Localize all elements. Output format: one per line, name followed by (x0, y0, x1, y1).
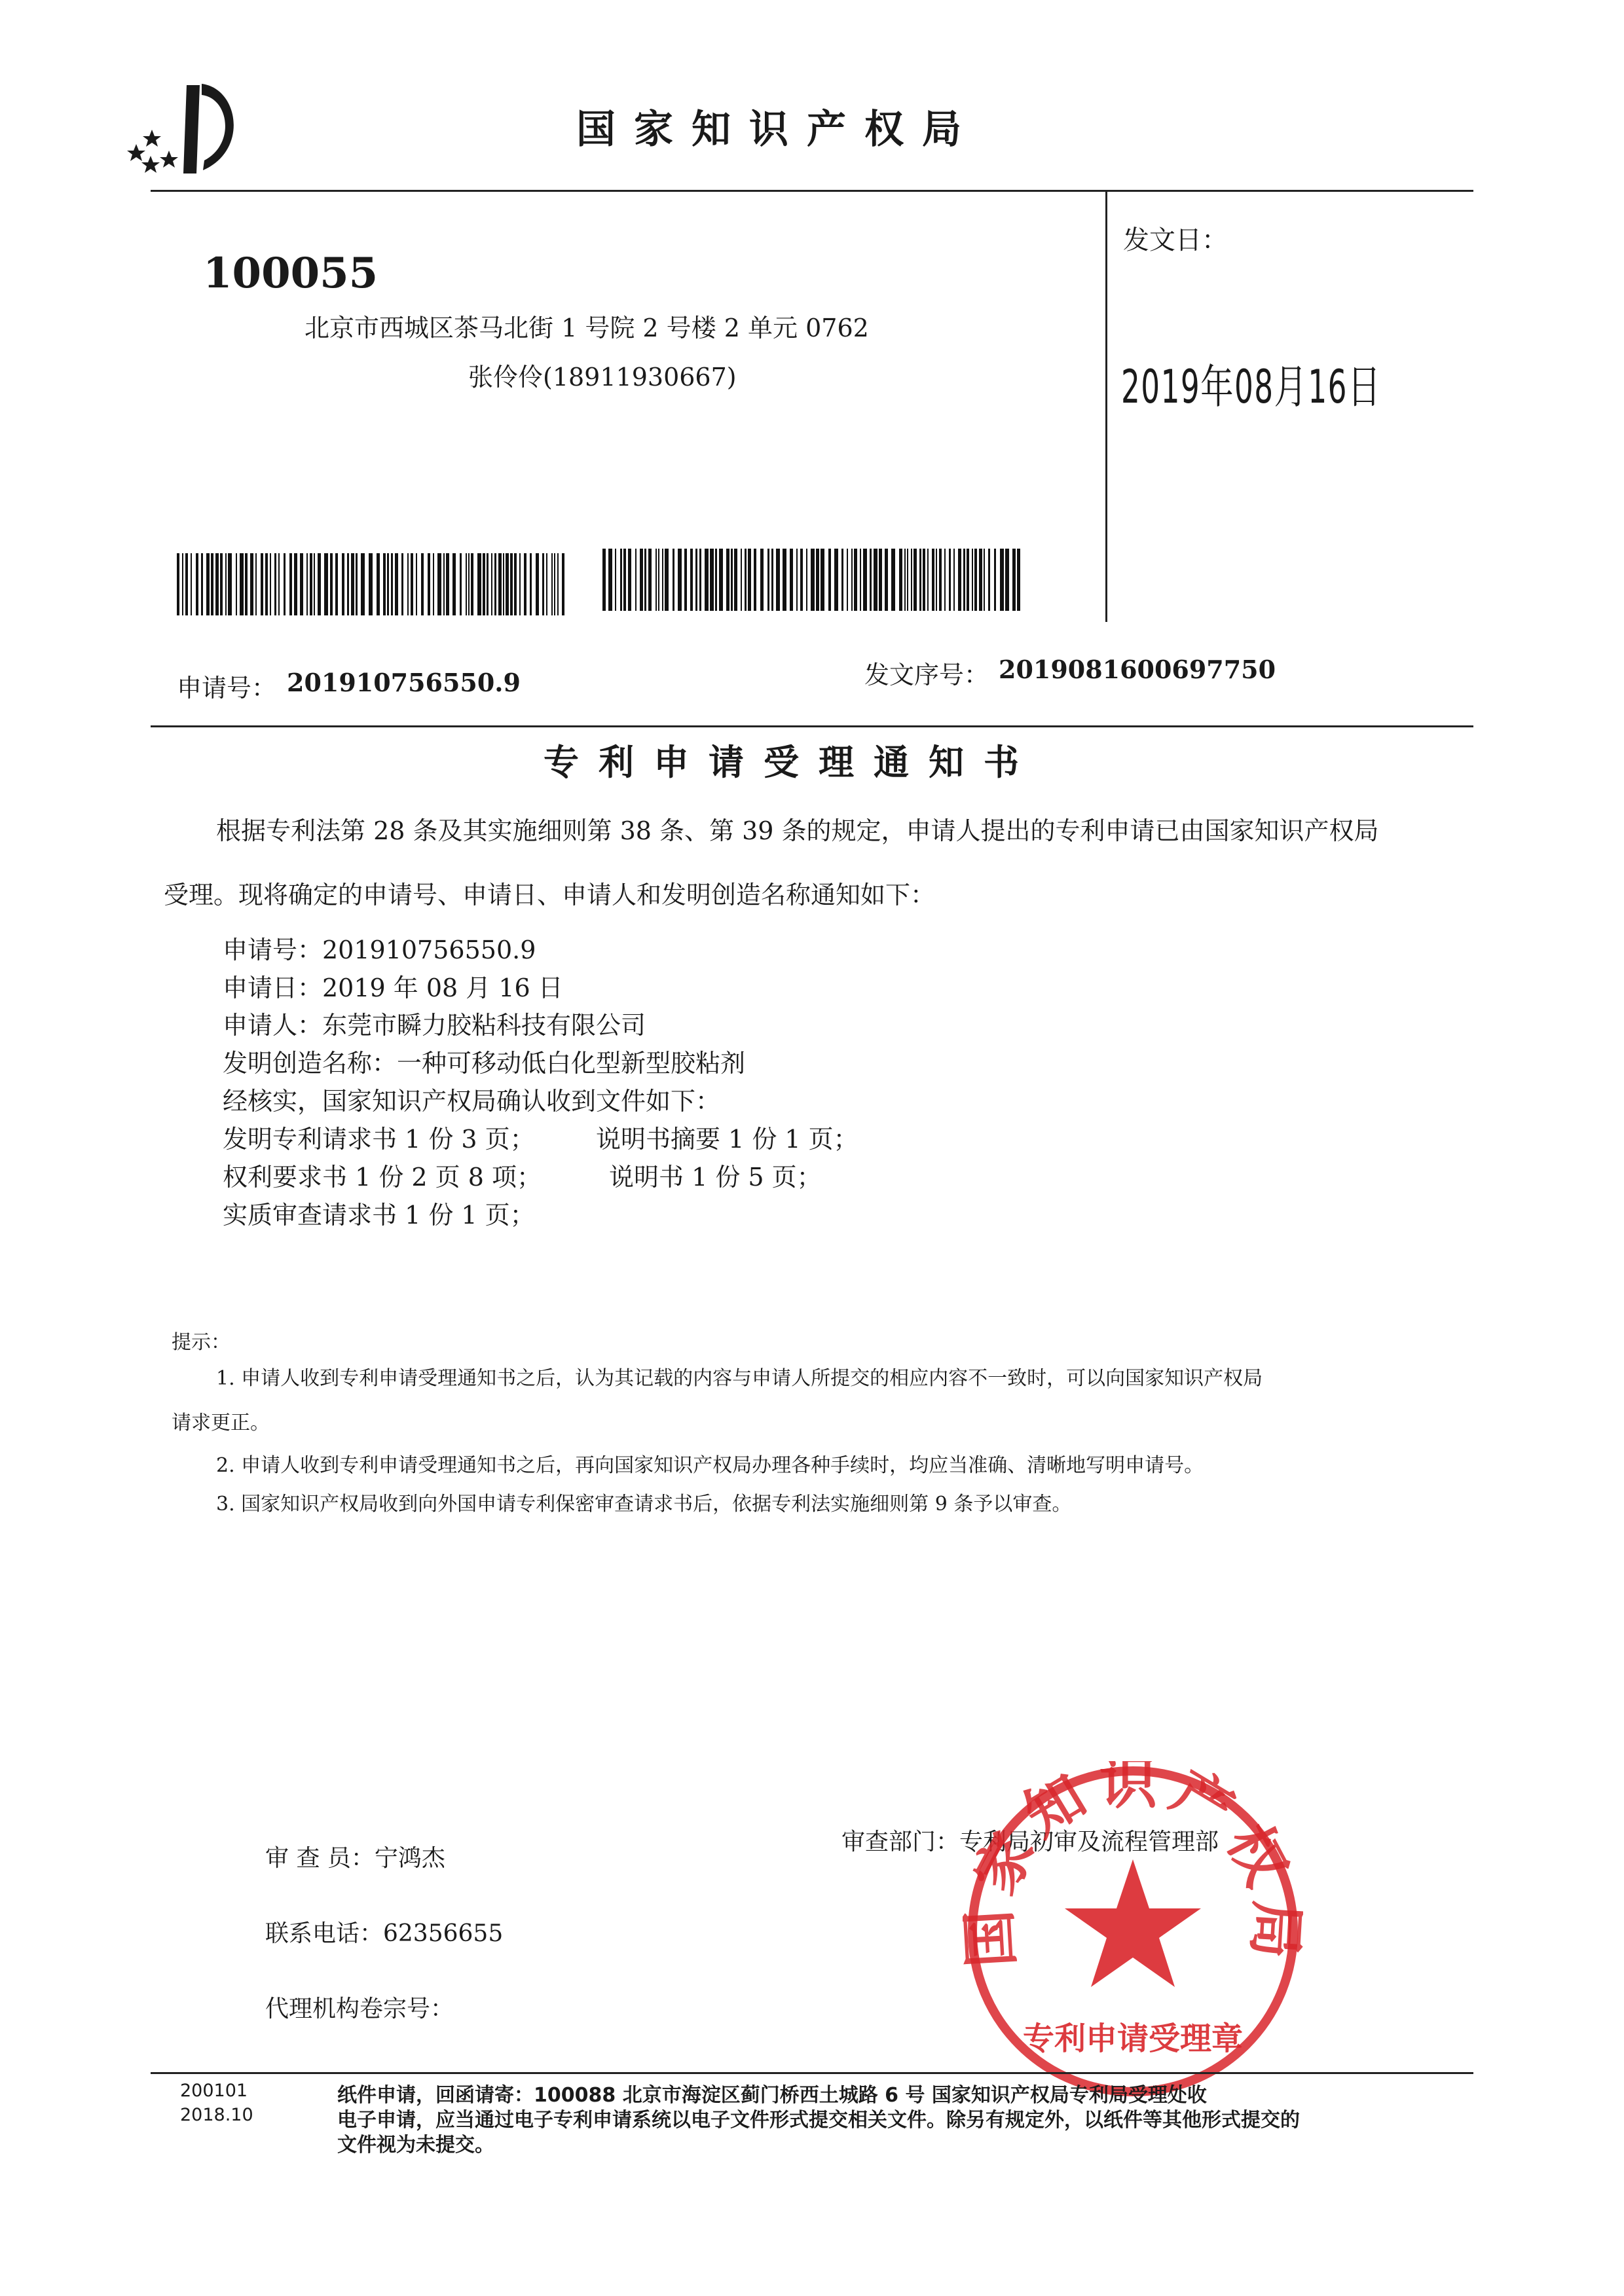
barcode-bar (514, 553, 517, 615)
barcode-bar (460, 553, 462, 615)
barcode-bar (662, 549, 663, 611)
barcode-bar (783, 549, 786, 611)
mailing-address: 北京市西城区茶马北街 1 号院 2 号楼 2 单元 0762 (304, 314, 869, 342)
barcode-bar (506, 553, 509, 615)
barcode-bar (731, 549, 733, 611)
barcode-bar (936, 549, 937, 611)
barcode-bar (710, 549, 714, 611)
barcode-bar (851, 549, 853, 611)
barcode-bar (726, 549, 729, 611)
barcode-bar (994, 549, 996, 611)
barcode-bar (536, 553, 539, 615)
barcode-bar (891, 549, 895, 611)
barcode-bar (387, 553, 389, 615)
barcode-bar (745, 549, 747, 611)
recipient-name: 张伶伶(18911930667) (468, 363, 737, 392)
barcode-bar (695, 549, 697, 611)
barcode-bar (913, 549, 917, 611)
barcode-bar (240, 553, 244, 615)
barcode-bar (699, 549, 701, 611)
barcode-bar (289, 553, 292, 615)
barcode-bar (615, 549, 616, 611)
barcode-bar (182, 553, 183, 615)
barcode-bar (284, 553, 286, 615)
field-applicant: 申请人：东莞市瞬力胶粘科技有限公司 (223, 1011, 646, 1040)
barcode-bar (904, 549, 906, 611)
barcode-bar (1005, 549, 1009, 611)
barcode-bar (377, 553, 380, 615)
barcode-bar (369, 553, 373, 615)
barcode-bar (806, 549, 807, 611)
barcode-bar (185, 553, 188, 615)
barcode-bar (919, 549, 921, 611)
barcode-bar (196, 553, 198, 615)
barcode-bar (640, 549, 643, 611)
barcode-bar (958, 549, 961, 611)
received-document-examination-request: 实质审查请求书 1 份 1 页； (223, 1201, 535, 1230)
barcode-bar (963, 549, 965, 611)
barcode-bar (907, 549, 908, 611)
barcode-bar (261, 553, 263, 615)
barcode-bar (300, 553, 303, 615)
tip-2: 2. 申请人收到专利申请受理通知书之后，再向国家知识产权局办理各种手续时，均应当准确、清晰地写明申请号。 (216, 1454, 1204, 1477)
barcode-bar (191, 553, 192, 615)
barcode-bar (979, 549, 982, 611)
barcode-bar (678, 549, 682, 611)
barcode-bar (265, 553, 268, 615)
barcode-bar (491, 553, 492, 615)
barcode-bar (1000, 549, 1004, 611)
notice-paragraph-2: 受理。现将确定的申请号、申请日、申请人和发明创造名称通知如下： (164, 881, 936, 909)
barcode-bar (911, 549, 912, 611)
barcode-bar (318, 553, 321, 615)
barcode-bar (306, 553, 308, 615)
barcode-bar (860, 549, 861, 611)
footer-rule (151, 2072, 1473, 2074)
barcode-bar (863, 549, 867, 611)
field-application-date: 申请日：2019 年 08 月 16 日 (223, 974, 563, 1002)
barcode-bar (608, 549, 612, 611)
barcode-bar (471, 553, 473, 615)
barcode-bar (1017, 549, 1020, 611)
barcode-bar (949, 549, 951, 611)
tip-1-continued: 请求更正。 (172, 1412, 270, 1434)
barcode-bar (944, 549, 946, 611)
barcode-bar (294, 553, 297, 615)
barcode-bar (220, 553, 223, 615)
barcode-bar (383, 553, 386, 615)
barcode-bar (347, 553, 349, 615)
barcode-bar (201, 553, 203, 615)
barcode-bar (562, 553, 564, 615)
barcode-bar (391, 553, 393, 615)
barcode-bar (771, 549, 773, 611)
barcode-bar (270, 553, 271, 615)
form-code: 200101 (180, 2081, 248, 2101)
barcode-bar (821, 549, 824, 611)
barcode-bar (225, 553, 227, 615)
footer-electronic-filing-note-continued: 文件视为未提交。 (337, 2134, 494, 2157)
barcode-bar (433, 553, 434, 615)
header-rule (151, 190, 1473, 192)
contact-phone: 联系电话：62356655 (265, 1920, 504, 1947)
barcode-bar (310, 553, 312, 615)
barcode-bar (407, 553, 409, 615)
barcode-bar (684, 549, 687, 611)
barcode-bar (483, 553, 485, 615)
notice-title: 专利申请受理通知书 (544, 742, 1039, 783)
barcode-bar (967, 549, 969, 611)
barcode-bar (665, 549, 669, 611)
barcode-bar (554, 553, 555, 615)
barcode-bar (974, 549, 977, 611)
agency-title: 国家知识产权局 (576, 107, 980, 153)
barcode-bar (421, 553, 424, 615)
form-version-date: 2018.10 (180, 2105, 253, 2125)
barcode-bar (466, 553, 467, 615)
barcode-bar (236, 553, 237, 615)
barcode-bar (524, 553, 526, 615)
barcode-bar (361, 553, 365, 615)
seal-outer-text: 家知识产权 (963, 1761, 1303, 1904)
barcode-bar (351, 553, 354, 615)
issue-date-label: 发文日： (1123, 225, 1228, 255)
barcode-bar (510, 553, 513, 615)
barcode-bar (446, 553, 449, 615)
serial-number-label: 发文序号： (864, 661, 989, 689)
barcode-bar (411, 553, 413, 615)
barcode-bar (741, 549, 742, 611)
barcode-bar (972, 549, 973, 611)
barcode-bar (437, 553, 441, 615)
application-number-label: 申请号： (177, 674, 277, 702)
agency-logo (124, 72, 255, 177)
barcode-bar (705, 549, 709, 611)
barcode-bar (816, 549, 819, 611)
tip-1: 1. 申请人收到专利申请受理通知书之后，认为其记载的内容与申请人所提交的相应内容不一致时，可以向国家知识产权局 (216, 1367, 1263, 1390)
official-seal (963, 1761, 1303, 2102)
examiner: 审 查 员：宁鸿杰 (265, 1845, 445, 1872)
barcode-bar (800, 549, 803, 611)
barcode-bar (395, 553, 398, 615)
barcode-bar (923, 549, 925, 611)
received-document-request: 发明专利请求书 1 份 3 页； (223, 1125, 535, 1154)
barcode-bar (274, 553, 276, 615)
barcode-bar (211, 553, 213, 615)
barcode-bar (519, 553, 521, 615)
barcode-2 (602, 549, 1028, 611)
barcode-bar (206, 553, 210, 615)
barcode-bar (443, 553, 445, 615)
barcode-bar (177, 553, 179, 615)
barcode-bar (748, 549, 751, 611)
section-rule (151, 725, 1473, 727)
barcode-bar (494, 553, 496, 615)
barcode-bar (503, 553, 504, 615)
serial-number-value: 2019081600697750 (999, 655, 1276, 684)
barcode-bar (546, 553, 547, 615)
footer-electronic-filing-note: 电子申请，应当通过电子专利申请系统以电子文件形式提交相关文件。除另有规定外，以纸件等其他形式提交的 (337, 2109, 1300, 2132)
barcode-bar (452, 553, 456, 615)
barcode-bar (228, 553, 232, 615)
barcode-bar (648, 549, 652, 611)
barcode-bar (953, 549, 955, 611)
barcode-bar (278, 553, 280, 615)
barcode-bar (602, 549, 606, 611)
barcode-bar (790, 549, 793, 611)
notice-paragraph-1: 根据专利法第 28 条及其实施细则第 38 条、第 39 条的规定，申请人提出的专利申请已由国家知识产权局 (216, 816, 1379, 845)
barcode-bar (623, 549, 626, 611)
barcode-bar (542, 553, 544, 615)
barcode-bar (658, 549, 659, 611)
received-document-description: 说明书 1 份 5 页； (609, 1163, 822, 1192)
barcode-bar (655, 549, 657, 611)
barcode-bar (734, 549, 737, 611)
barcode-bar (673, 549, 674, 611)
barcode-bar (498, 553, 502, 615)
barcode-bar (870, 549, 872, 611)
barcode-bar (847, 549, 848, 611)
barcode-bar (644, 549, 646, 611)
barcode-bar (690, 549, 693, 611)
barcode-bar (811, 549, 815, 611)
examining-department: 审查部门：专利局初审及流程管理部 (841, 1829, 1219, 1855)
barcode-bar (416, 553, 417, 615)
tips-label: 提示： (172, 1331, 231, 1354)
barcode-bar (834, 549, 838, 611)
barcode-bar (796, 549, 798, 611)
barcode-bar (841, 549, 843, 611)
barcode-bar (557, 553, 559, 615)
barcode-bar (760, 549, 764, 611)
barcode-1 (177, 553, 570, 615)
barcode-bar (879, 549, 882, 611)
barcode-bar (628, 549, 631, 611)
barcode-bar (215, 553, 219, 615)
seal-inner-text: 专利申请受理章 (1022, 2020, 1244, 2057)
received-document-abstract: 说明书摘要 1 份 1 页； (596, 1125, 858, 1154)
barcode-bar (885, 549, 888, 611)
barcode-bar (719, 549, 723, 611)
barcode-bar (899, 549, 902, 611)
field-receipt-confirmation: 经核实，国家知识产权局确认收到文件如下： (223, 1087, 721, 1116)
barcode-bar (927, 549, 929, 611)
issue-date-value: 2019年08月16日 (1121, 360, 1382, 414)
barcode-bar (245, 553, 248, 615)
barcode-bar (487, 553, 489, 615)
barcode-bar (776, 549, 780, 611)
barcode-bar (854, 549, 857, 611)
barcode-bar (635, 549, 637, 611)
field-application-number: 申请号：201910756550.9 (223, 936, 536, 964)
barcode-bar (932, 549, 934, 611)
barcode-bar (988, 549, 990, 611)
barcode-bar (984, 549, 985, 611)
barcode-bar (324, 553, 328, 615)
barcode-bar (250, 553, 253, 615)
barcode-bar (342, 553, 344, 615)
barcode-bar (255, 553, 257, 615)
barcode-bar (335, 553, 338, 615)
barcode-bar (468, 553, 470, 615)
barcode-bar (330, 553, 333, 615)
barcode-bar (828, 549, 831, 611)
received-document-claims: 权利要求书 1 份 2 页 8 项； (223, 1163, 542, 1192)
barcode-bar (1012, 549, 1016, 611)
application-number-value: 201910756550.9 (287, 668, 521, 697)
barcode-bar (754, 549, 756, 611)
field-invention-title: 发明创造名称：一种可移动低白化型新型胶粘剂 (223, 1049, 746, 1078)
barcode-bar (314, 553, 315, 615)
barcode-bar (477, 553, 481, 615)
vertical-divider (1105, 190, 1107, 622)
barcode-bar (767, 549, 769, 611)
barcode-bar (874, 549, 877, 611)
barcode-bar (356, 553, 358, 615)
barcode-bar (939, 549, 942, 611)
postal-code: 100055 (203, 249, 378, 298)
agency-reference-number: 代理机构卷宗号： (265, 1995, 454, 2022)
barcode-bar (551, 553, 553, 615)
barcode-bar (620, 549, 622, 611)
tip-3: 3. 国家知识产权局收到向外国申请专利保密审查请求书后，依据专利法实施细则第 9 条予以审查。 (216, 1493, 1072, 1516)
barcode-bar (715, 549, 717, 611)
barcode-bar (530, 553, 532, 615)
barcode-bar (428, 553, 430, 615)
barcode-bar (401, 553, 403, 615)
footer-paper-filing-note: 纸件申请，回函请寄：100088 北京市海淀区蓟门桥西土城路 6 号 国家知识产权局专利局受理处收 (337, 2084, 1207, 2107)
